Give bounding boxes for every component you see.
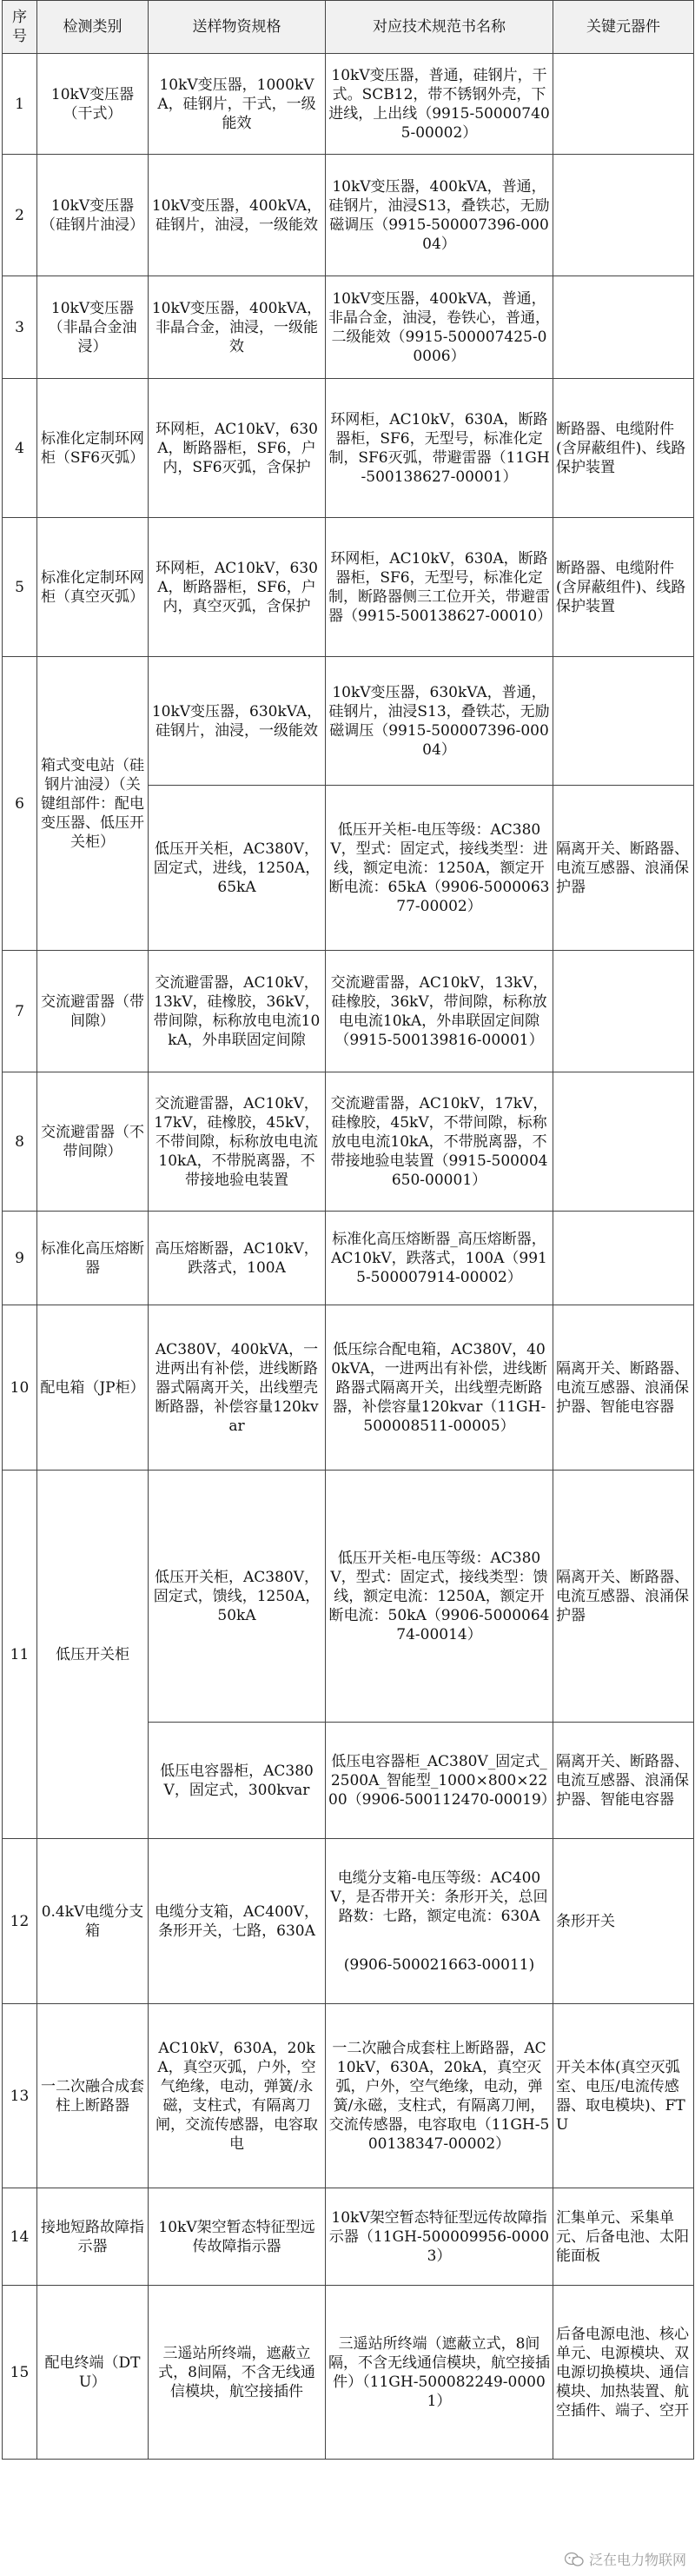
cell-category: 10kV变压器（硅钢片油浸）	[37, 155, 149, 276]
cell-spec: 交流避雷器，AC10kV，17kV，硅橡胶，45kV，不带间隙，标称放电电流10kA，不带脱离器，不带接地验电装置	[149, 1072, 326, 1212]
cell-doc: 10kV变压器，400kVA，普通，硅钢片，油浸S13，叠铁芯，无励磁调压（9915-500007396-00004）	[326, 155, 553, 276]
cell-category: 交流避雷器（带间隙）	[37, 951, 149, 1072]
cell-key-components	[553, 1212, 694, 1305]
cell-spec: AC10kV，630A，20kA，真空灭弧，户外，空气绝缘，电动，弹簧/永磁，支柱式，有隔离刀闸，交流传感器，电容取电	[149, 2004, 326, 2188]
cell-key-components	[553, 657, 694, 786]
cell-no: 13	[3, 2004, 37, 2188]
cell-spec: 环网柜，AC10kV，630A，断路器柜，SF6，户内，真空灭弧，含保护	[149, 518, 326, 657]
cell-spec: 10kV变压器，1000kVA，硅钢片，干式，一级能效	[149, 54, 326, 155]
cell-no: 11	[3, 1471, 37, 1839]
cell-category: 10kV变压器（干式）	[37, 54, 149, 155]
cell-category: 箱式变电站（硅钢片油浸）（关键组部件：配电变压器、低压开关柜）	[37, 657, 149, 951]
cell-category: 标准化定制环网柜（真空灭弧）	[37, 518, 149, 657]
cell-doc: 低压电容器柜_AC380V_固定式_2500A_智能型_1000×800×2200（9906-500112470-00019）	[326, 1723, 553, 1839]
table-row	[3, 1839, 694, 2004]
cell-key-components	[553, 276, 694, 379]
watermark-text: 泛在电力物联网	[588, 2552, 686, 2568]
cell-key-components: 开关本体(真空灭弧室、电压/电流传感器、取电模块)、FTU	[553, 2004, 694, 2188]
cell-spec: 10kV变压器，400kVA，硅钢片，油浸，一级能效	[149, 155, 326, 276]
cell-spec: 低压开关柜，AC380V，固定式，进线，1250A，65kA	[149, 786, 326, 951]
cell-category: 标准化定制环网柜（SF6灭弧）	[37, 379, 149, 518]
cell-spec: 电缆分支箱，AC400V，条形开关，七路，630A	[149, 1839, 326, 2004]
cell-spec: 交流避雷器，AC10kV，13kV，硅橡胶，36kV，带间隙，标称放电电流10kA，外串联固定间隙	[149, 951, 326, 1072]
cell-doc: 低压开关柜-电压等级：AC380V，型式：固定式，接线类型：进线，额定电流：1250A，额定开断电流：65kA（9906-500006377-00002）	[326, 786, 553, 951]
table-row	[3, 1212, 694, 1305]
cell-key-components: 后备电源电池、核心单元、电源模块、双电源切换模块、通信模块、加热装置、航空插件、端子、空开	[553, 2286, 694, 2460]
cell-no: 1	[3, 54, 37, 155]
cell-doc: 交流避雷器，AC10kV，13kV，硅橡胶，36kV，带间隙，标称放电电流10kA，外串联固定间隙（9915-500139816-00001）	[326, 951, 553, 1072]
cell-doc-code: (9906-500021663-00011)	[343, 1955, 535, 1974]
cell-category: 配电箱（JP柜）	[37, 1305, 149, 1471]
table-row	[3, 379, 694, 518]
table-row	[3, 951, 694, 1072]
cell-no: 9	[3, 1212, 37, 1305]
table-row	[3, 518, 694, 657]
cell-spec: 10kV架空暂态特征型远传故障指示器	[149, 2188, 326, 2286]
cell-no: 15	[3, 2286, 37, 2460]
cell-key-components	[553, 1072, 694, 1212]
cell-spec: 10kV变压器，400kVA，非晶合金，油浸，一级能效	[149, 276, 326, 379]
cell-doc: 一二次融合成套柱上断路器，AC10kV，630A，20kA，真空灭弧，户外，空气绝缘，电动，弹簧/永磁，支柱式，有隔离刀闸，交流传感器，电容取电（11GH-500138347-00002）	[326, 2004, 553, 2188]
cell-category: 0.4kV电缆分支箱	[37, 1839, 149, 2004]
cell-key-components: 隔离开关、断路器、电流互感器、浪涌保护器	[553, 786, 694, 951]
cell-spec: 低压开关柜，AC380V，固定式，馈线，1250A，50kA	[149, 1471, 326, 1723]
table-row	[3, 276, 694, 379]
cell-key-components	[553, 951, 694, 1072]
cell-key-components: 断路器、电缆附件(含屏蔽组件)、线路保护装置	[553, 518, 694, 657]
cell-category: 10kV变压器（非晶合金油浸）	[37, 276, 149, 379]
cell-no: 10	[3, 1305, 37, 1471]
cell-doc	[326, 1839, 553, 2004]
cell-doc: 10kV变压器，630kVA，普通，硅钢片，油浸S13，叠铁芯，无励磁调压（9915-500007396-00004）	[326, 657, 553, 786]
header-spec: 送样物资规格	[149, 1, 326, 54]
table-row	[3, 2004, 694, 2188]
table-row	[3, 1072, 694, 1212]
cell-category: 接地短路故障指示器	[37, 2188, 149, 2286]
cell-no: 14	[3, 2188, 37, 2286]
watermark	[565, 2549, 686, 2569]
cell-category: 配电终端（DTU）	[37, 2286, 149, 2460]
cell-spec: 三遥站所终端，遮蔽立式，8间隔，不含无线通信模块，航空接插件	[149, 2286, 326, 2460]
cell-doc-text: 电缆分支箱-电压等级：AC400V，是否带开关：条形开关，总回路数：七路，额定电流：630A	[330, 1869, 548, 1925]
cell-key-components: 条形开关	[553, 1839, 694, 2004]
cell-doc: 环网柜，AC10kV，630A，断路器柜，SF6，无型号，标准化定制，SF6灭弧，带避雷器（11GH-500138627-00001）	[326, 379, 553, 518]
cell-doc: 10kV架空暂态特征型远传故障指示器（11GH-500009956-00003）	[326, 2188, 553, 2286]
chat-bubble-icon	[565, 2552, 584, 2567]
table-row	[3, 657, 694, 786]
cell-doc: 低压综合配电箱，AC380V，400kVA，一进两出有补偿，进线断路器式隔离开关，出线塑壳断路器，补偿容量120kvar（11GH-500008511-00005）	[326, 1305, 553, 1471]
cell-no: 8	[3, 1072, 37, 1212]
cell-category: 低压开关柜	[37, 1471, 149, 1839]
cell-no: 3	[3, 276, 37, 379]
cell-spec: 10kV变压器，630kVA，硅钢片，油浸，一级能效	[149, 657, 326, 786]
table-row	[3, 1471, 694, 1723]
cell-doc: 10kV变压器，400kVA，普通，非晶合金，油浸，卷铁心，普通，二级能效（9915-500007425-00006）	[326, 276, 553, 379]
header-no: 序号	[3, 1, 37, 54]
table-row	[3, 2286, 694, 2460]
table-row	[3, 54, 694, 155]
cell-spec: 环网柜，AC10kV，630A，断路器柜，SF6，户内，SF6灭弧，含保护	[149, 379, 326, 518]
cell-category: 一二次融合成套柱上断路器	[37, 2004, 149, 2188]
cell-key-components: 隔离开关、断路器、电流互感器、浪涌保护器、智能电容器	[553, 1723, 694, 1839]
header-key-components: 关键元器件	[553, 1, 694, 54]
cell-doc: 三遥站所终端（遮蔽立式，8间隔，不含无线通信模块，航空接插件）（11GH-500082249-00001）	[326, 2286, 553, 2460]
cell-no: 4	[3, 379, 37, 518]
cell-category: 交流避雷器（不带间隙）	[37, 1072, 149, 1212]
cell-doc: 10kV变压器，普通，硅钢片，干式。SCB12，带不锈钢外壳，下进线，上出线（9915-500007405-00002）	[326, 54, 553, 155]
header-doc: 对应技术规范书名称	[326, 1, 553, 54]
cell-key-components: 断路器、电缆附件(含屏蔽组件)、线路保护装置	[553, 379, 694, 518]
cell-doc: 标准化高压熔断器_高压熔断器，AC10kV，跌落式，100A（9915-500007914-00002）	[326, 1212, 553, 1305]
table-row	[3, 155, 694, 276]
cell-no: 7	[3, 951, 37, 1072]
header-category: 检测类别	[37, 1, 149, 54]
header-row	[3, 1, 694, 54]
cell-no: 5	[3, 518, 37, 657]
spec-table	[2, 0, 694, 2460]
cell-key-components	[553, 54, 694, 155]
cell-no: 6	[3, 657, 37, 951]
table-row	[3, 2188, 694, 2286]
cell-key-components: 汇集单元、采集单元、后备电池、太阳能面板	[553, 2188, 694, 2286]
cell-spec: 高压熔断器，AC10kV，跌落式，100A	[149, 1212, 326, 1305]
table-row	[3, 1305, 694, 1471]
cell-category: 标准化高压熔断器	[37, 1212, 149, 1305]
cell-no: 2	[3, 155, 37, 276]
cell-key-components: 隔离开关、断路器、电流互感器、浪涌保护器、智能电容器	[553, 1305, 694, 1471]
cell-doc: 环网柜，AC10kV，630A，断路器柜，SF6，无型号，标准化定制，断路器侧三工位开关，带避雷器（9915-500138627-00010）	[326, 518, 553, 657]
cell-key-components: 隔离开关、断路器、电流互感器、浪涌保护器	[553, 1471, 694, 1723]
cell-key-components	[553, 155, 694, 276]
cell-no: 12	[3, 1839, 37, 2004]
cell-spec: 低压电容器柜，AC380V，固定式，300kvar	[149, 1723, 326, 1839]
cell-doc: 交流避雷器，AC10kV，17kV，硅橡胶，45kV，不带间隙，标称放电电流10kA，不带脱离器，不带接地验电装置（9915-500004650-00001）	[326, 1072, 553, 1212]
cell-doc: 低压开关柜-电压等级：AC380V，型式：固定式，接线类型：馈线，额定电流：1250A，额定开断电流：50kA（9906-500006474-00014）	[326, 1471, 553, 1723]
cell-spec: AC380V，400kVA，一进两出有补偿，进线断路器式隔离开关，出线塑壳断路器，补偿容量120kvar	[149, 1305, 326, 1471]
